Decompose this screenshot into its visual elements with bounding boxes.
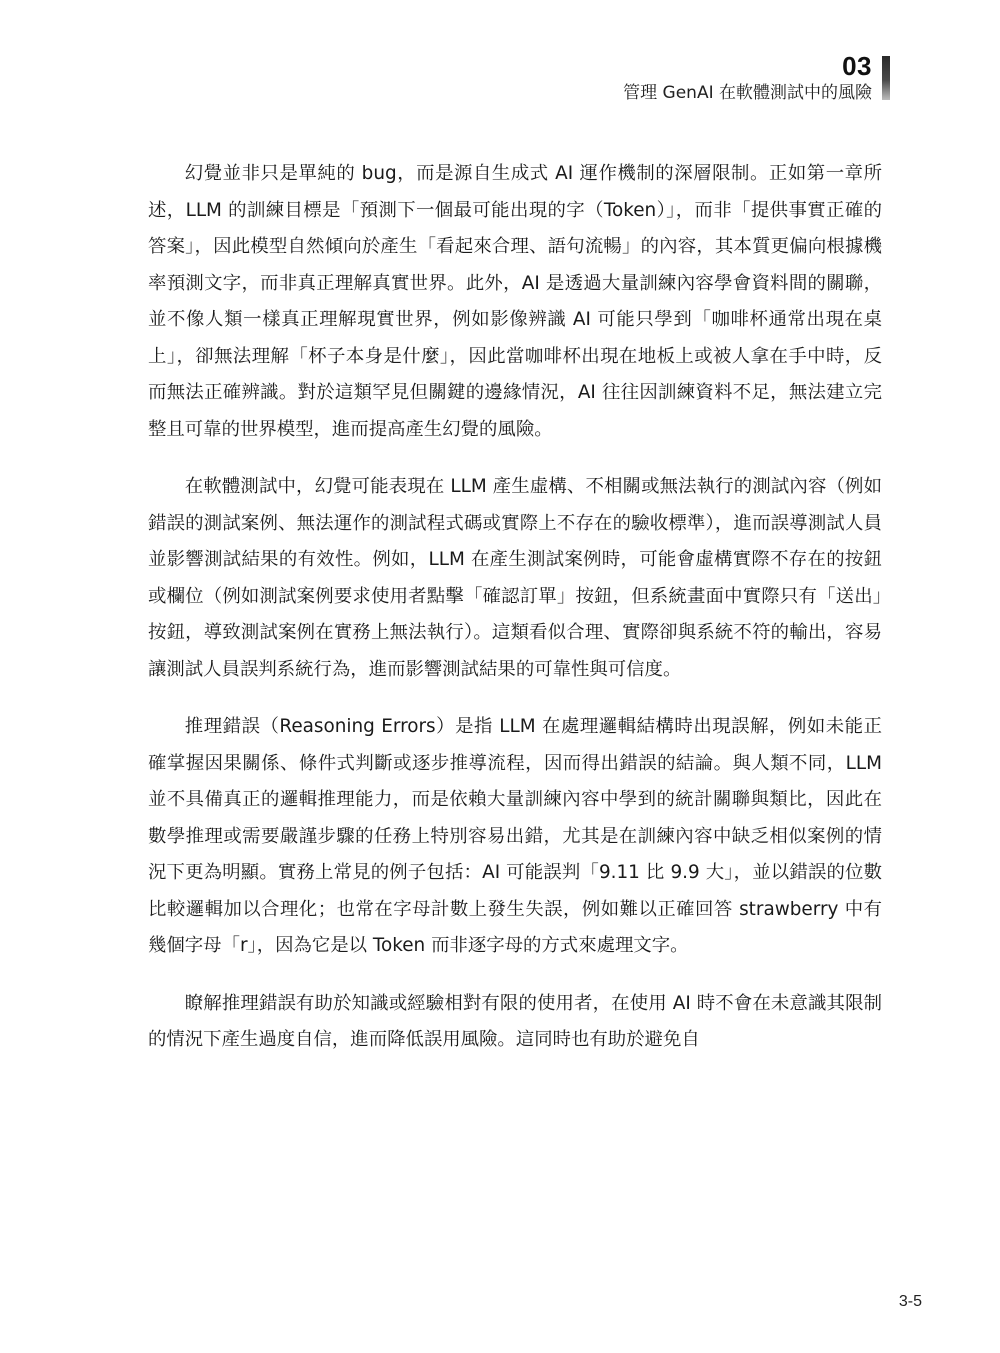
chapter-number: 03 <box>842 51 872 81</box>
running-header <box>623 52 872 104</box>
body-text <box>148 156 882 1080</box>
page-number: 3-5 <box>898 1293 922 1310</box>
header-accent-bar <box>882 56 890 100</box>
paragraph-understanding-errors: 瞭解推理錯誤有助於知識或經驗相對有限的使用者，在使用 AI 時不會在未意識其限制的情況下產生過度自信，進而降低誤用風險。這同時也有助於避免自 <box>148 992 882 1050</box>
paragraph-reasoning-errors: 推理錯誤（Reasoning Errors）是指 LLM 在處理邏輯結構時出現誤解，例如未能正確掌握因果關係、條件式判斷或逐步推導流程，因而得出錯誤的結論。與人類不同，LLM 並不具備真正的邏輯推理能力，而是依賴大量訓練內容中學到的統計關聯與類比，因此在數學推理或需要嚴謹步驟的任務上特別容易出錯，尤其是在訓練內容中缺乏相似案例的情況下更為明顯。實務上常見的例子包括：AI 可能誤判「9.11 比 9.9 大」，並以錯誤的位數比較邏輯加以合理化；也常在字母計數上發生失誤，例如難以正確回答 strawberry 中有幾個字母「r」，因為它是以 Token 而非逐字母的方式來處理文字。 <box>148 716 882 956</box>
chapter-title: 管理 GenAI 在軟體測試中的風險 <box>623 83 872 103</box>
paragraph-hallucination-cause: 幻覺並非只是單純的 bug，而是源自生成式 AI 運作機制的深層限制。正如第一章所述，LLM 的訓練目標是「預測下一個最可能出現的字（Token）」，而非「提供事實正確的答案」，因此模型自然傾向於產生「看起來合理、語句流暢」的內容，其本質更偏向根據機率預測文字，而非真正理解真實世界。此外，AI 是透過大量訓練內容學會資料間的關聯，並不像人類一樣真正理解現實世界，例如影像辨識 AI 可能只學到「咖啡杯通常出現在桌上」，卻無法理解「杯子本身是什麼」，因此當咖啡杯出現在地板上或被人拿在手中時，反而無法正確辨識。對於這類罕見但關鍵的邊緣情況，AI 往往因訓練資料不足，無法建立完整且可靠的世界模型，進而提高產生幻覺的風險。 <box>148 163 882 440</box>
paragraph-hallucination-testing: 在軟體測試中，幻覺可能表現在 LLM 產生虛構、不相關或無法執行的測試內容（例如錯誤的測試案例、無法運作的測試程式碼或實際上不存在的驗收標準），進而誤導測試人員並影響測試結果的有效性。例如，LLM 在產生測試案例時，可能會虛構實際不存在的按鈕或欄位（例如測試案例要求使用者點擊「確認訂單」按鈕，但系統畫面中實際只有「送出」按鈕，導致測試案例在實務上無法執行）。這類看似合理、實際卻與系統不符的輸出，容易讓測試人員誤判系統行為，進而影響測試結果的可靠性與可信度。 <box>148 476 882 680</box>
